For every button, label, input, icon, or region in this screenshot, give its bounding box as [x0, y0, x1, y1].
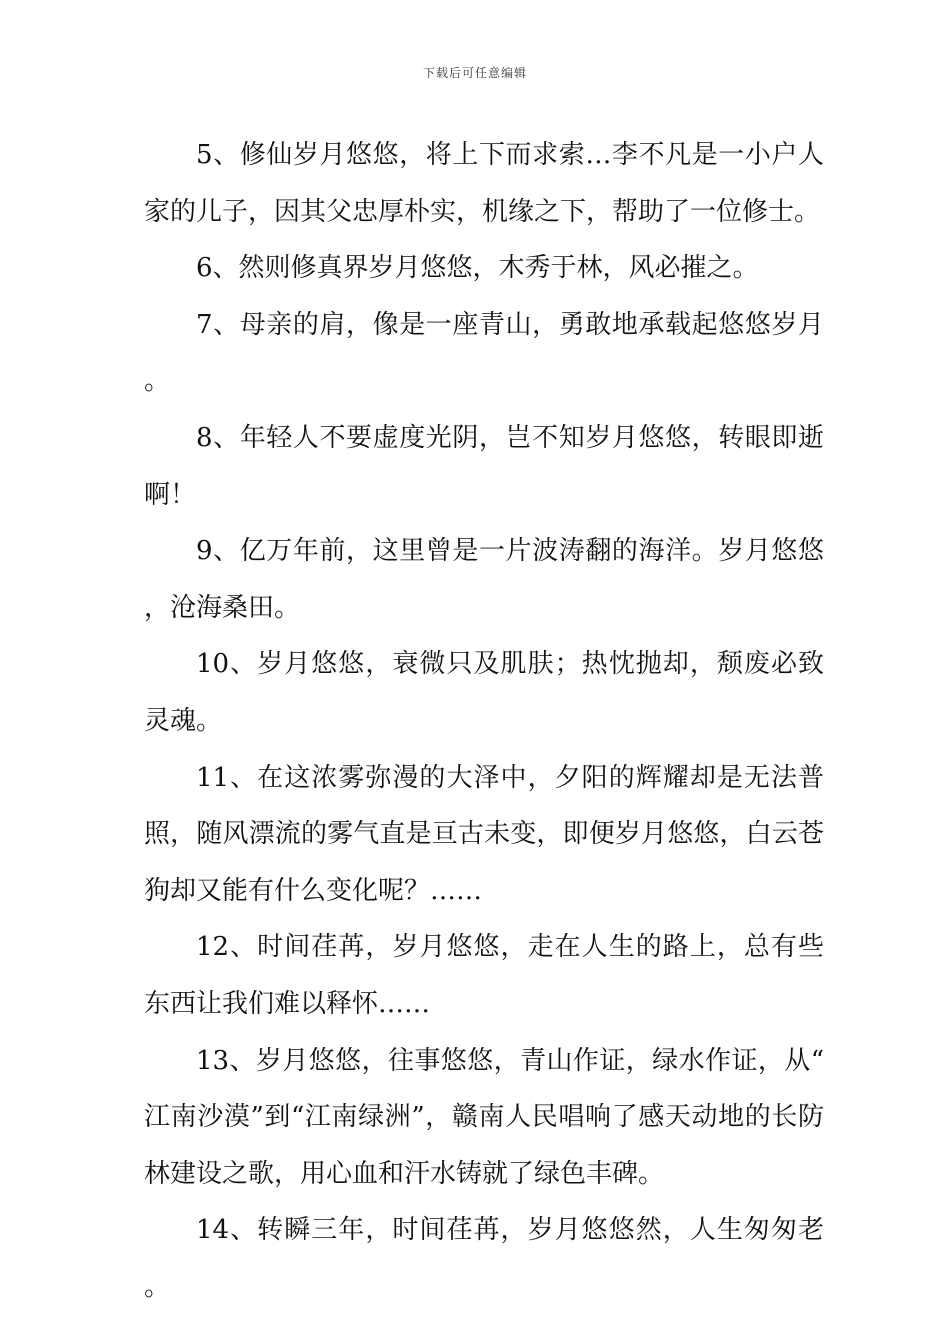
paragraph-12: 12、时间荏苒，岁月悠悠，走在人生的路上，总有些东西让我们难以释怀…… [144, 932, 824, 1019]
document-body [144, 127, 824, 1315]
paragraph-14: 14、转瞬三年，时间荏苒，岁月悠悠然，人生匆匆老。 [144, 1215, 824, 1302]
paragraph-6: 6、然则修真界岁月悠悠，木秀于林，风必摧之。 [196, 253, 759, 284]
paragraph-10: 10、岁月悠悠，衰微只及肌肤；热忱抛却，颓废必致灵魂。 [144, 649, 824, 736]
paragraph-13: 13、岁月悠悠，往事悠悠，青山作证，绿水作证，从“江南沙漠”到“江南绿洲”，赣南人民唱响了感天动地的长防林建设之歌，用心血和汗水铸就了绿色丰碑。 [144, 1045, 824, 1189]
paragraph-11: 11、在这浓雾弥漫的大泽中，夕阳的辉耀却是无法普照，随风漂流的雾气直是亘古未变，即便岁月悠悠，白云苍狗却又能有什么变化呢？…… [144, 762, 824, 906]
paragraph-8: 8、年轻人不要虚度光阴，岂不知岁月悠悠，转眼即逝啊！ [144, 422, 824, 510]
paragraph-5: 5、修仙岁月悠悠，将上下而求索…李不凡是一小户人家的儿子，因其父忠厚朴实，机缘之下，帮助了一位修士。 [144, 140, 824, 227]
header-note: 下载后可任意编辑 [422, 66, 527, 80]
paragraph-9: 9、亿万年前，这里曾是一片波涛翻的海洋。岁月悠悠，沧海桑田。 [144, 536, 824, 623]
paragraph-7: 7、母亲的肩，像是一座青山，勇敢地承载起悠悠岁月。 [144, 309, 824, 397]
